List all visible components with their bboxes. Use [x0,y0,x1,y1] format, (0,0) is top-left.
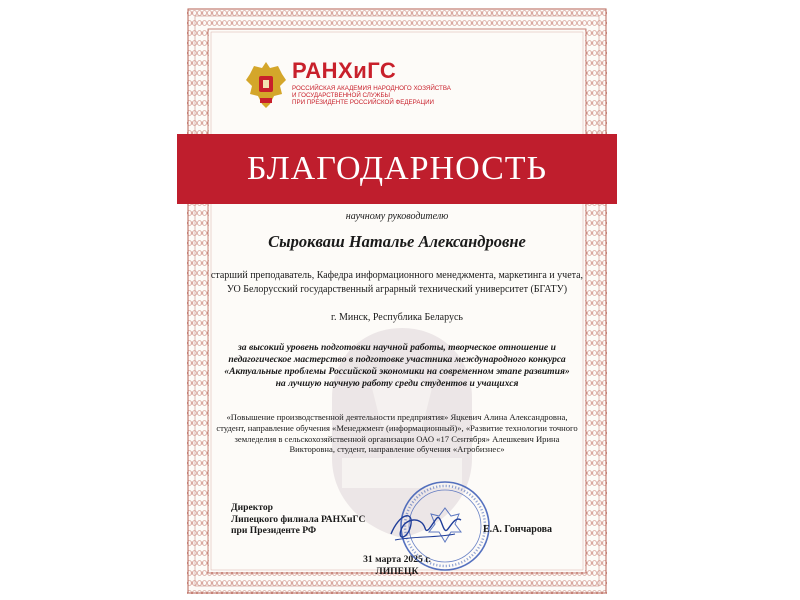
recipient-position: старший преподаватель, Кафедра информационного менеджмента, маркетинга и учета, УО Белорусский государственный аграрный технический университет (БГАТУ) [210,270,584,295]
certificate-title: БЛАГОДАРНОСТЬ [246,150,548,187]
double-headed-eagle-icon [244,60,288,110]
award-reason: за высокий уровень подготовки научной работы, творческое отношение и педагогическое мастерство в подготовке участника международного конкурса «Актуальные проблемы Российской экономики на современном этапе развития» на лучшую научную работу среди студентов и учащихся [224,342,570,389]
ranepa-logo [244,58,451,118]
issue-date-text: 31 марта 2025 г. [363,554,431,565]
handwritten-signature [385,504,465,550]
certificate-sheet [187,8,607,594]
student-works: «Повышение производственной деятельности предприятия» Яцкевич Алина Александровна, студент, направление обучения «Менеджмент (информационный)», «Развитие технологии точного земледелия в сельскохозяйственной организации ОАО «17 Сентября» Алешкевич Ирина Викторовна, студент, направление обучения «Агробизнес» [216,412,578,455]
recipient-name: Сырокваш Наталье Александровне [268,232,526,251]
logo-title: РАНХиГС [292,58,397,83]
signatory-line: при Президенте РФ [231,525,317,536]
logo-subtitle [292,85,451,107]
signatory-line: Липецкого филиала РАНХиГС [231,513,366,525]
signatory-title [231,502,365,537]
logo-subtitle-line: И ГОСУДАРСТВЕННОЙ СЛУЖБЫ [292,92,390,100]
issue-date [347,554,447,578]
issue-city: ЛИПЕЦК [375,566,419,577]
signatory-line: Директор [231,502,273,513]
recipient-city: г. Минск, Республика Беларусь [331,312,463,323]
logo-subtitle-line: ПРИ ПРЕЗИДЕНТЕ РОССИЙСКОЙ ФЕДЕРАЦИИ [292,99,434,107]
logo-subtitle-line: РОССИЙСКАЯ АКАДЕМИЯ НАРОДНОГО ХОЗЯЙСТВА [292,85,451,92]
title-banner [177,134,617,204]
recipient-role: научному руководителю [345,211,449,222]
signatory-name: Е.А. Гончарова [483,524,552,535]
